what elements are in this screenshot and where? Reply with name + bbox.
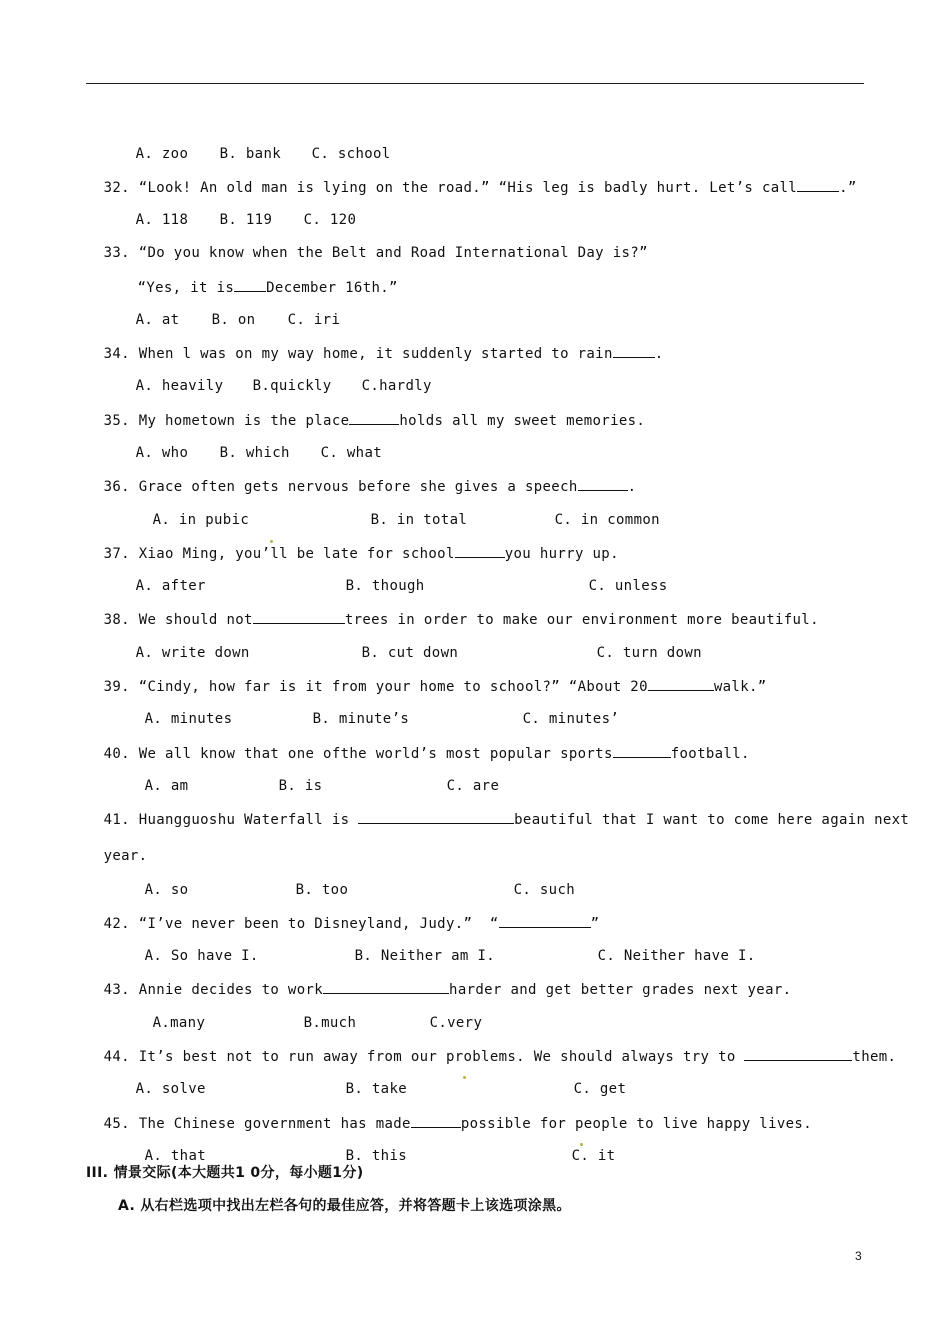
- q41-stem: [86, 795, 909, 828]
- q36-blank[interactable]: [578, 478, 628, 491]
- q44-option-b: B. take: [345, 1081, 408, 1097]
- q35-option-c: C. what: [320, 445, 383, 461]
- q31-option-a: A. zoo: [135, 146, 189, 162]
- q36-option-b: B. in total: [370, 512, 468, 528]
- q33-option-a: A. at: [135, 312, 180, 328]
- q36-stem: [86, 462, 636, 495]
- q41-option-c: C. such: [513, 882, 576, 898]
- q32-text: “Look! An old man is lying on the road.” “His leg is badly hurt. Let’s call: [138, 180, 798, 196]
- q39-options: [127, 695, 619, 727]
- q39-option-b: B. minute’s: [312, 711, 410, 727]
- q40-text: We all know that one ofthe world’s most popular sports: [138, 746, 613, 762]
- q36-number: 36.: [103, 479, 130, 495]
- q32-option-c: C. 120: [303, 212, 357, 228]
- q42-text: “I’ve never been to Disneyland, Judy.” “: [138, 916, 499, 932]
- q35-option-a: A. who: [135, 445, 189, 461]
- q37-text: Xiao Ming, you’ll be late for school: [138, 546, 455, 562]
- q44-text: It’s best not to run away from our problems. We should always try to: [138, 1049, 745, 1065]
- q32-blank[interactable]: [797, 179, 839, 192]
- q45-option-c: C. it: [571, 1148, 616, 1164]
- q41-option-b: B. too: [295, 882, 349, 898]
- q39-option-a: A. minutes: [144, 711, 233, 727]
- q38-stem: [86, 595, 819, 628]
- q32-option-a: A. 118: [135, 212, 189, 228]
- q37-number: 37.: [103, 546, 130, 562]
- q43-options: [135, 999, 482, 1031]
- q36-option-a: A. in pubic: [152, 512, 250, 528]
- q35-option-b: B. which: [219, 445, 290, 461]
- q43-stem: [86, 965, 791, 998]
- q37-option-a: A. after: [135, 578, 206, 594]
- q42-option-c: C. Neither have I.: [597, 948, 756, 964]
- q34-text-end: .: [654, 346, 664, 362]
- q43-text-end: harder and get better grades next year.: [449, 982, 792, 998]
- q31-option-b: B. bank: [219, 146, 282, 162]
- q32-stem: [86, 163, 857, 196]
- q44-option-a: A. solve: [135, 1081, 206, 1097]
- page-number: 3: [855, 1249, 862, 1263]
- q40-options: [127, 762, 499, 794]
- q45-option-a: A. that: [144, 1148, 207, 1164]
- q38-option-c: C. turn down: [596, 645, 702, 661]
- q43-text: Annie decides to work: [138, 982, 324, 998]
- q41-blank[interactable]: [358, 811, 514, 824]
- q44-number: 44.: [103, 1049, 130, 1065]
- stray-dot-mark: [270, 540, 273, 543]
- q41-number: 41.: [103, 812, 130, 828]
- q34-number: 34.: [103, 346, 130, 362]
- q38-options: [118, 629, 702, 661]
- q43-option-b: B.much: [303, 1015, 357, 1031]
- q41-options: [127, 866, 575, 898]
- q34-options: [118, 362, 432, 394]
- q42-text-end: ”: [590, 916, 600, 932]
- q33-stem: [86, 229, 648, 261]
- q37-text-end: you hurry up.: [504, 546, 619, 562]
- q31-options: [118, 130, 391, 162]
- q45-blank[interactable]: [411, 1115, 461, 1128]
- q35-blank[interactable]: [349, 412, 399, 425]
- q32-number: 32.: [103, 180, 130, 196]
- q40-number: 40.: [103, 746, 130, 762]
- stray-dot-mark: [463, 1076, 466, 1079]
- q38-blank[interactable]: [253, 611, 345, 624]
- q36-option-c: C. in common: [554, 512, 660, 528]
- q45-number: 45.: [103, 1116, 130, 1132]
- q34-text: When l was on my way home, it suddenly started to rain: [138, 346, 613, 362]
- q35-options: [118, 429, 382, 461]
- q33-option-c: C. iri: [287, 312, 341, 328]
- q41-text: Huangguoshu Waterfall is: [138, 812, 359, 828]
- q37-blank[interactable]: [455, 545, 505, 558]
- q37-option-b: B. though: [345, 578, 425, 594]
- q44-options: [118, 1065, 626, 1097]
- q34-option-c: C.hardly: [361, 378, 432, 394]
- q42-blank[interactable]: [499, 915, 591, 928]
- q39-blank[interactable]: [648, 678, 714, 691]
- q40-option-c: C. are: [446, 778, 500, 794]
- q35-stem: [86, 396, 645, 429]
- q43-blank[interactable]: [323, 981, 449, 994]
- q39-option-c: C. minutes’: [522, 711, 620, 727]
- q38-option-b: B. cut down: [361, 645, 459, 661]
- q36-options: [135, 496, 660, 528]
- q42-option-a: A. So have I.: [144, 948, 259, 964]
- q35-number: 35.: [103, 413, 130, 429]
- q41-continuation: [86, 832, 147, 864]
- q40-stem: [86, 729, 750, 762]
- q34-blank[interactable]: [613, 345, 655, 358]
- q34-stem: [86, 329, 664, 362]
- q36-text: Grace often gets nervous before she gives a speech: [138, 479, 578, 495]
- q41-option-a: A. so: [144, 882, 189, 898]
- q36-text-end: .: [627, 479, 637, 495]
- q38-option-a: A. write down: [135, 645, 250, 661]
- q42-options: [127, 932, 756, 964]
- q34-option-a: A. heavily: [135, 378, 224, 394]
- q38-text: We should not: [138, 612, 253, 628]
- q41-text-end: beautiful that I want to come here again next: [514, 812, 910, 828]
- q35-text: My hometown is the place: [138, 413, 350, 429]
- q39-stem: [86, 662, 767, 695]
- q33-number: 33.: [103, 245, 130, 261]
- q40-text-end: football.: [670, 746, 750, 762]
- q45-text: The Chinese government has made: [138, 1116, 411, 1132]
- q43-number: 43.: [103, 982, 130, 998]
- q42-option-b: B. Neither am I.: [354, 948, 496, 964]
- q37-option-c: C. unless: [588, 578, 668, 594]
- q32-option-b: B. 119: [219, 212, 273, 228]
- q44-option-c: C. get: [573, 1081, 627, 1097]
- q32-text-end: .”: [839, 180, 857, 196]
- q44-stem: [86, 1032, 896, 1065]
- q44-blank[interactable]: [744, 1048, 852, 1061]
- section-title: III. 情景交际(本大题共1 0分，每小题1分): [86, 1165, 364, 1181]
- q38-text-end: trees in order to make our environment more beautiful.: [344, 612, 819, 628]
- q43-option-a: A.many: [152, 1015, 206, 1031]
- q41-text-line2: year.: [103, 848, 148, 864]
- q43-option-c: C.very: [429, 1015, 483, 1031]
- q40-option-b: B. is: [278, 778, 323, 794]
- q45-options: [127, 1132, 615, 1164]
- q40-option-a: A. am: [144, 778, 189, 794]
- q34-option-b: B.quickly: [252, 378, 332, 394]
- q37-options: [118, 562, 668, 594]
- q42-stem: [86, 899, 599, 932]
- q33-blank[interactable]: [234, 279, 266, 292]
- q33-options: [118, 296, 340, 328]
- q33-reply-end: December 16th.”: [266, 280, 398, 296]
- q32-options: [118, 196, 356, 228]
- q40-blank[interactable]: [613, 745, 671, 758]
- q37-stem: [86, 529, 619, 562]
- q33-option-b: B. on: [211, 312, 256, 328]
- q33-reply: [120, 263, 398, 296]
- q39-text: “Cindy, how far is it from your home to school?” “About 20: [138, 679, 648, 695]
- q42-number: 42.: [103, 916, 130, 932]
- q45-option-b: B. this: [345, 1148, 408, 1164]
- q33-text: “Do you know when the Belt and Road International Day is?”: [138, 245, 648, 261]
- q39-text-end: walk.”: [713, 679, 767, 695]
- q33-reply-text: “Yes, it is: [137, 280, 235, 296]
- q44-text-end: them.: [852, 1049, 897, 1065]
- q31-option-c: C. school: [311, 146, 391, 162]
- q38-number: 38.: [103, 612, 130, 628]
- section-instruction: A. 从右栏选项中找出左栏各句的最佳应答，并将答题卡上该选项涂黑。: [118, 1198, 571, 1214]
- q45-stem: [86, 1099, 812, 1132]
- q39-number: 39.: [103, 679, 130, 695]
- stray-dot-mark: [580, 1143, 583, 1146]
- q35-text-end: holds all my sweet memories.: [399, 413, 646, 429]
- header-rule: [86, 83, 864, 84]
- q45-text-end: possible for people to live happy lives.: [460, 1116, 812, 1132]
